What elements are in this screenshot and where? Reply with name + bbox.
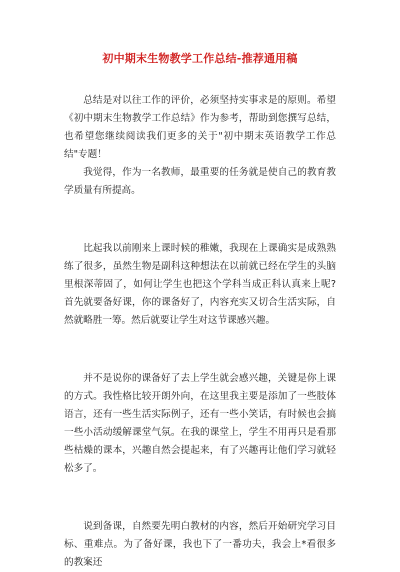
paragraph-teaching-method: 并不是说你的课备好了去上学生就会感兴趣，关键是你上课的方式。我性格比较开朗外向，在这里我主要是添加了一些肢体语言，还有一些生活实际例子，还有一些小笑话，有时候也会搞一些小活动缓解课堂气氛。在我的课堂上，学生不用再只是看那些枯燥的课本，兴趣自然会提起来，有了兴趣再让他们学习就轻松多了。 [64,373,336,474]
paragraph-intro: 总结是对以往工作的评价，必须坚持实事求是的原则。希望《初中期末生物教学工作总结》作为参考，帮助到您撰写总结，也希望您继续阅读我们更多的关于"初中期末英语教学工作总结"专题！ [64,95,336,160]
paragraph-lesson-planning: 说到备课，自然要先明白教材的内容，然后开始研究学习目标、重难点。为了备好课，我也下了一番功夫，我会上*看很多的教案还 [64,521,336,568]
paragraph-teacher-task: 我觉得，作为一名教师，最重要的任务就是使自己的教育教学质量有所提高。 [64,167,336,196]
paragraph-class-preparation: 比起我以前刚来上课时候的稚嫩，我现在上课确实是成熟熟练了很多，虽然生物是副科这种想法在以前就已经在学生的头脑里根深蒂固了，如何让学生也把这个学科当成正科认真来上呢?首先就要备好课，你的课备好了，内容充实又切合生活实际，自然就略胜一筹。然后就要让学生对这节课感兴趣。 [64,243,336,326]
document-title: 初中期末生物教学工作总结-推荐通用稿 [102,52,298,65]
document-body [64,92,336,572]
